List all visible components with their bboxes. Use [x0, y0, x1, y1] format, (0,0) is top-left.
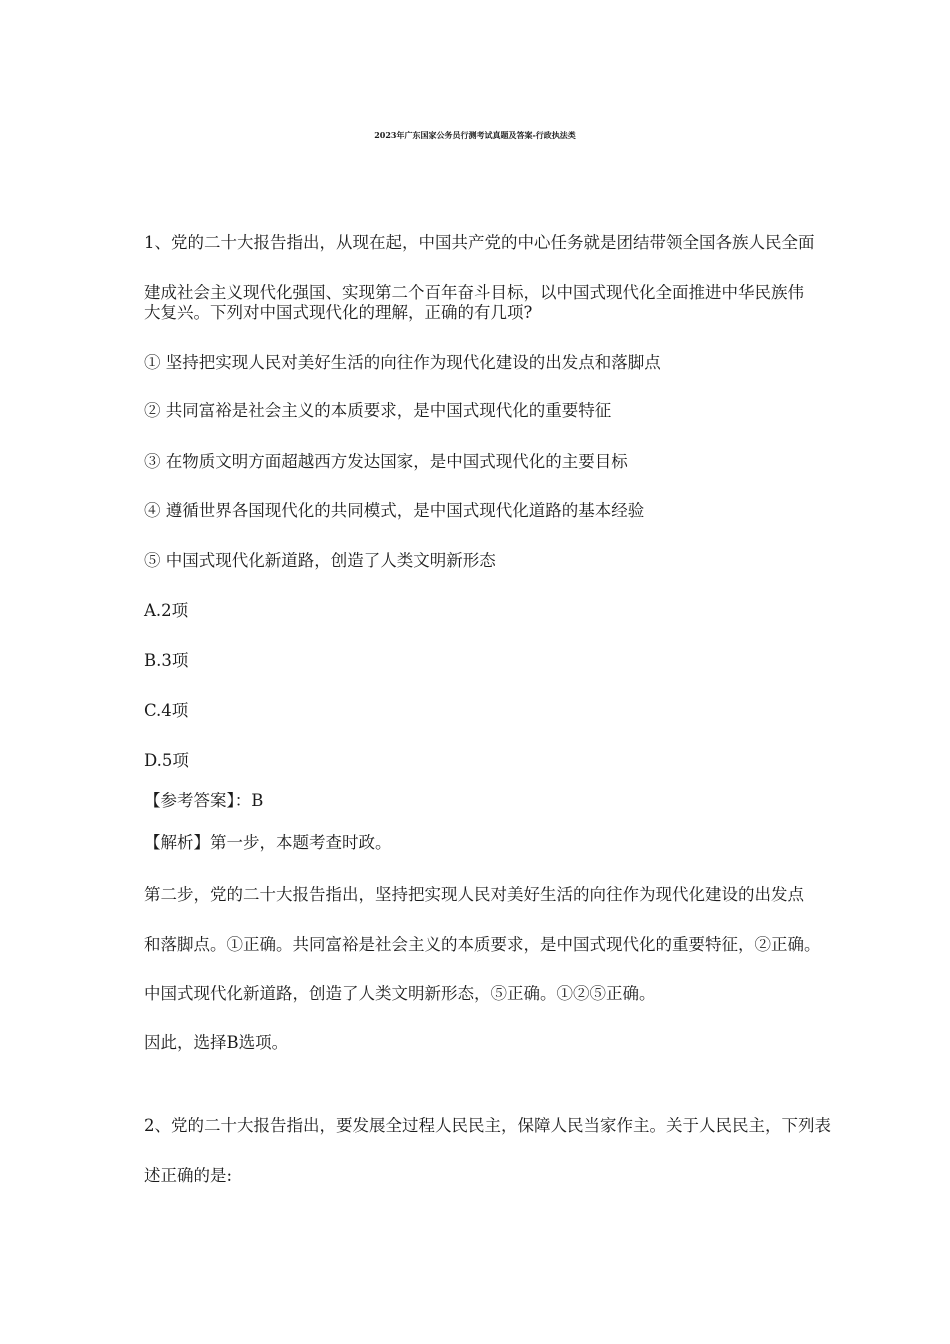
q1-statement-4: ④ 遵循世界各国现代化的共同模式，是中国式现代化道路的基本经验 [144, 501, 645, 520]
q1-option-c: C.4项 [144, 701, 189, 720]
q1-option-b: B.3项 [144, 651, 189, 670]
q2-stem-line-1: 2、党的二十大报告指出，要发展全过程人民民主，保障人民当家作主。关于人民民主，下列表 [144, 1116, 831, 1135]
q1-analysis-line-5: 因此，选择B选项。 [144, 1033, 289, 1052]
q1-stem-line-2: 建成社会主义现代化强国、实现第二个百年奋斗目标，以中国式现代化全面推进中华民族伟 [144, 283, 804, 302]
q1-stem-line-3: 大复兴。下列对中国式现代化的理解，正确的有几项? [144, 303, 533, 322]
q1-statement-3: ③ 在物质文明方面超越西方发达国家，是中国式现代化的主要目标 [144, 452, 628, 471]
q1-analysis-line-3: 和落脚点。①正确。共同富裕是社会主义的本质要求，是中国式现代化的重要特征，②正确。 [144, 935, 821, 954]
q1-stem-line-1: 1、党的二十大报告指出，从现在起，中国共产党的中心任务就是团结带领全国各族人民全面 [144, 233, 815, 252]
q1-analysis-line-2: 第二步，党的二十大报告指出，坚持把实现人民对美好生活的向往作为现代化建设的出发点 [144, 885, 804, 904]
q1-statement-1: ① 坚持把实现人民对美好生活的向往作为现代化建设的出发点和落脚点 [144, 353, 661, 372]
q1-analysis-line-4: 中国式现代化新道路，创造了人类文明新形态，⑤正确。①②⑤正确。 [144, 984, 656, 1003]
q1-analysis-line-1: 【解析】第一步，本题考查时政。 [144, 833, 392, 852]
document-title: 2023年广东国家公务员行测考试真题及答案-行政执法类 [374, 130, 576, 140]
q1-answer: 【参考答案】：B [144, 791, 264, 810]
q1-option-a: A.2项 [144, 601, 189, 620]
q1-statement-2: ② 共同富裕是社会主义的本质要求，是中国式现代化的重要特征 [144, 401, 612, 420]
q1-option-d: D.5项 [144, 751, 189, 770]
q2-stem-line-2: 述正确的是: [144, 1166, 233, 1185]
q1-statement-5: ⑤ 中国式现代化新道路，创造了人类文明新形态 [144, 551, 496, 570]
